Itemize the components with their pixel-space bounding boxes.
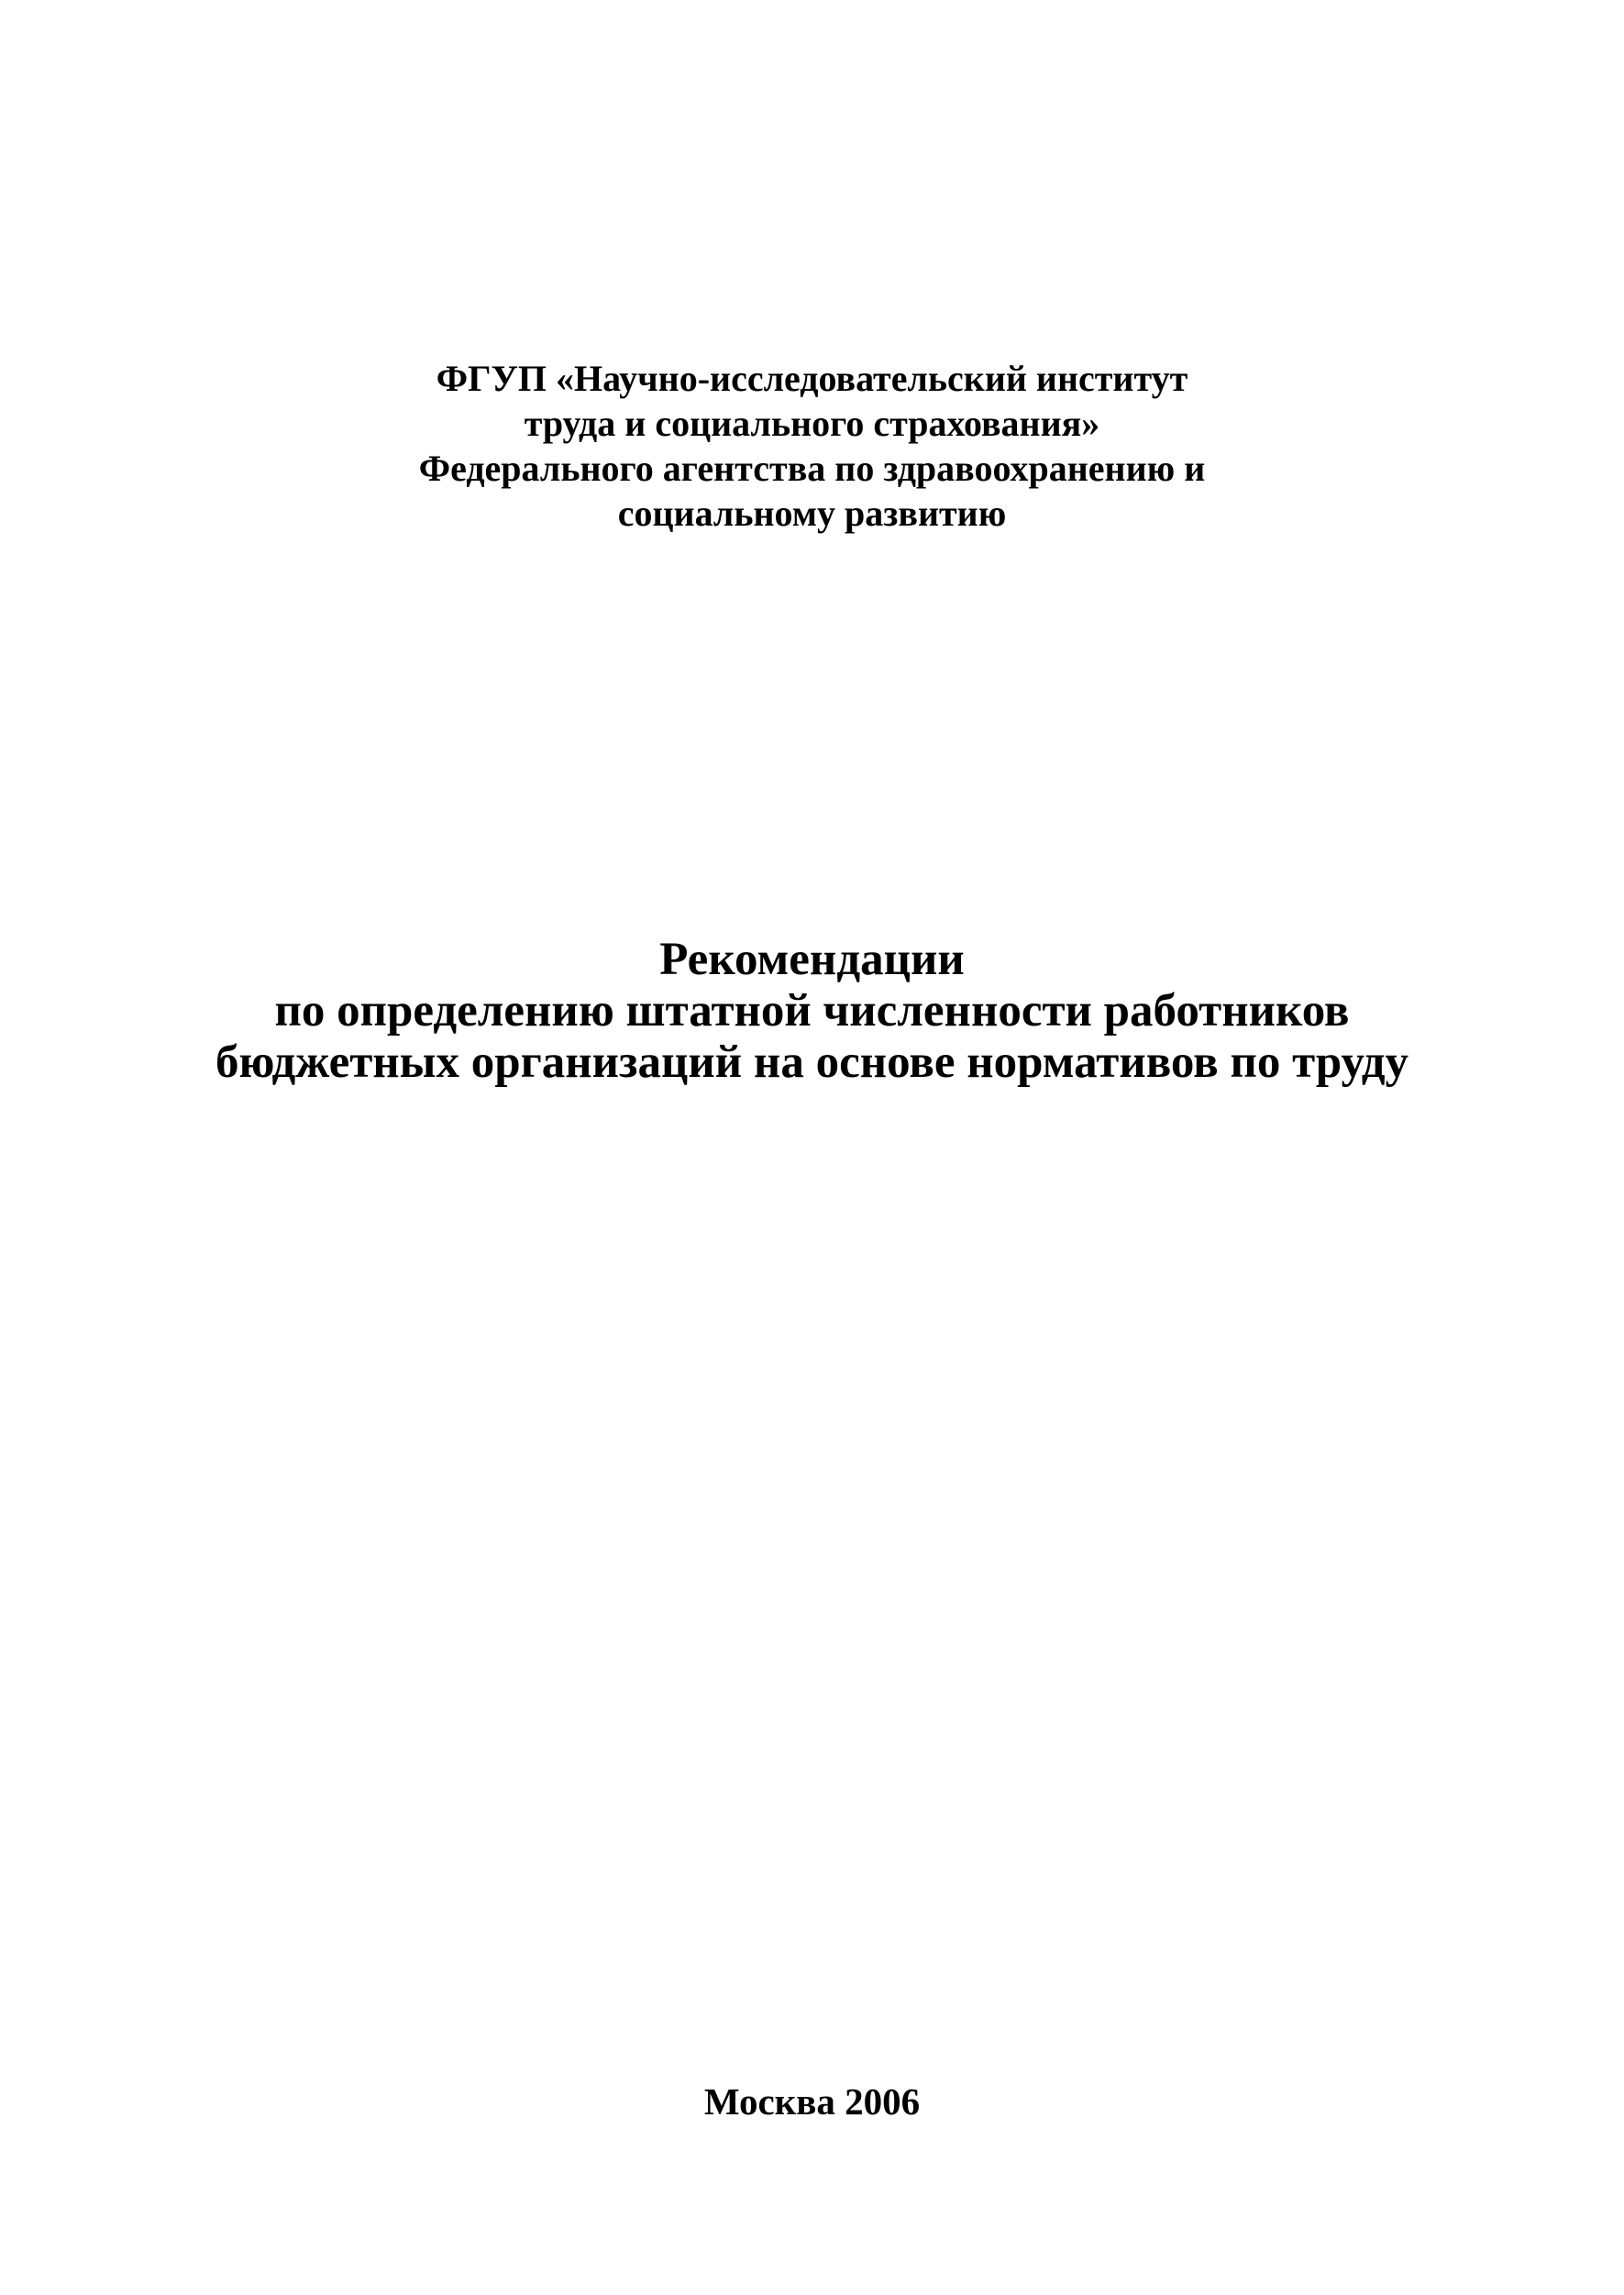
organization-line-3: Федерального агентства по здравоохранению и — [418, 448, 1206, 489]
document-subtitle-line-2: бюджетных организаций на основе нормативов по труду — [215, 1037, 1409, 1088]
document-subtitle-line-1: по определению штатной численности работников — [274, 985, 1350, 1037]
organization-block — [0, 356, 1624, 536]
organization-line-4: социальному развитию — [617, 493, 1007, 534]
place-year: Москва 2006 — [703, 2080, 921, 2123]
organization-line-2: труда и социального страхования» — [524, 403, 1100, 444]
organization-line-1: ФГУП «Научно-исследовательский институт — [436, 358, 1188, 399]
document-title-block — [0, 934, 1624, 1088]
imprint-block — [0, 2079, 1624, 2124]
document-heading: Рекомендации — [659, 934, 965, 985]
